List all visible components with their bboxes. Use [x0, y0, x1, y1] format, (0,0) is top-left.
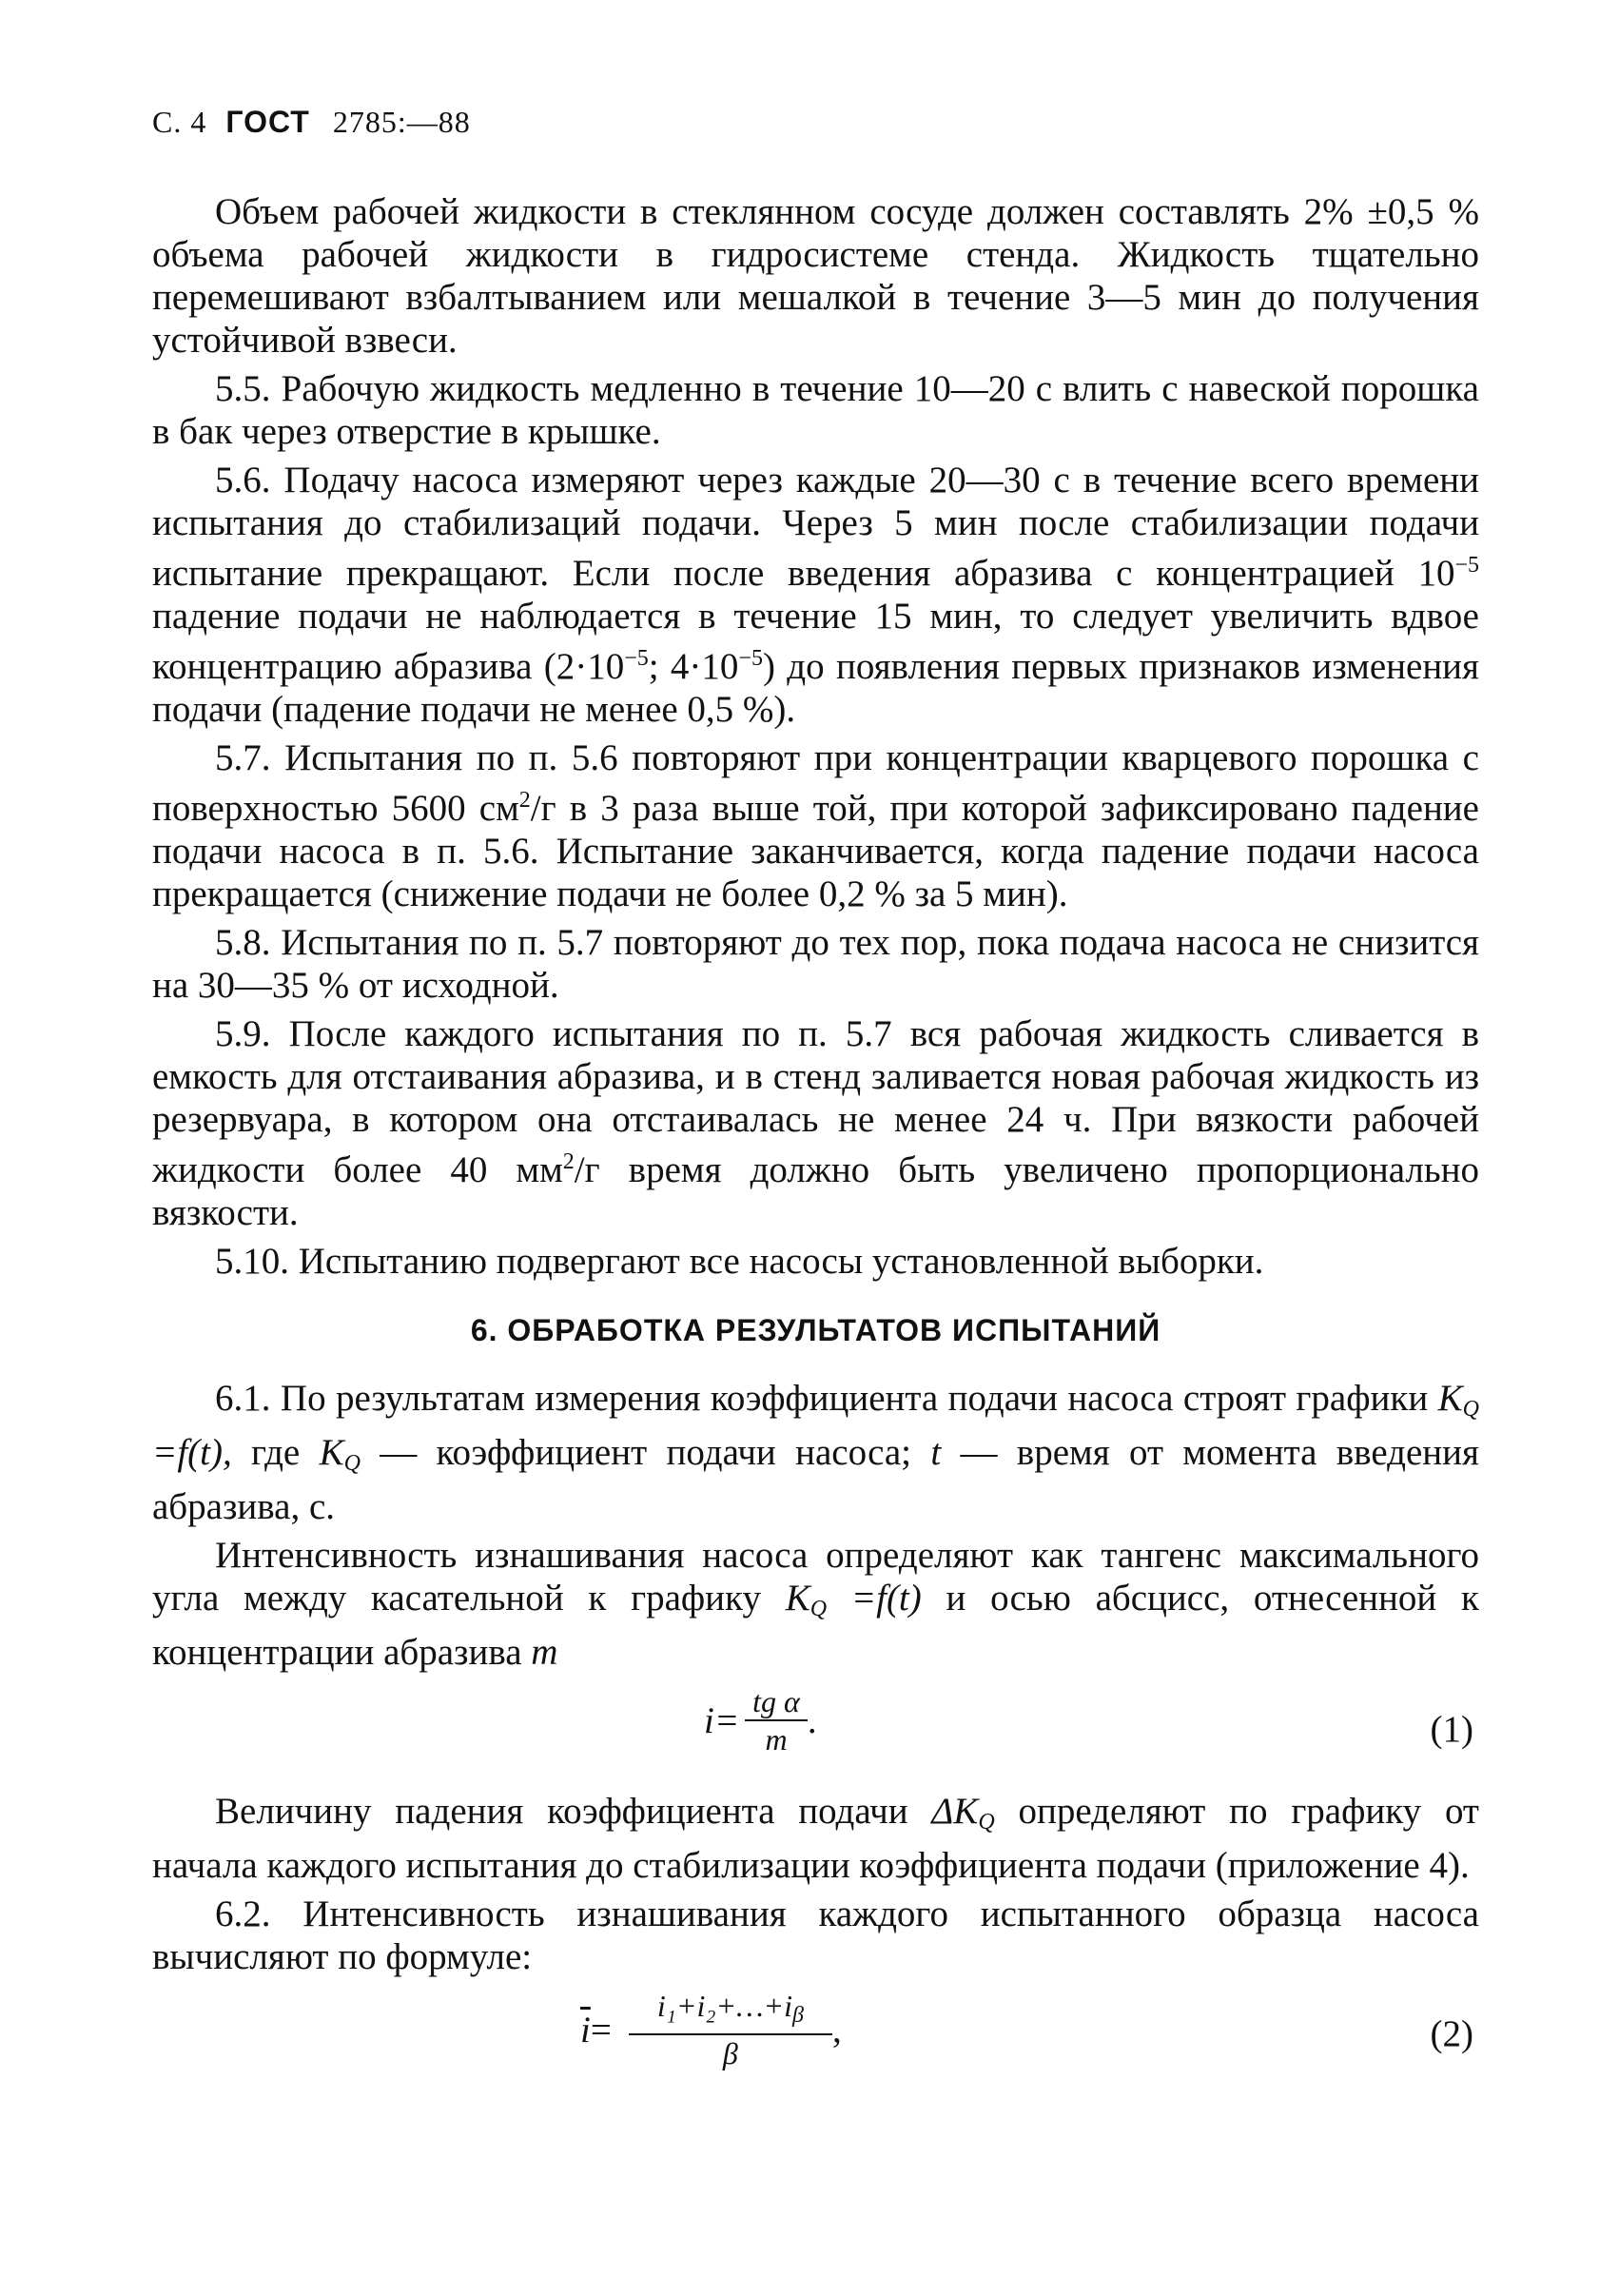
intensity-text-b: и осью абсцисс, отнесенной к концентрации абразива — [152, 1578, 1479, 1673]
p59-text-a: 5.9. После каждого испытания по п. 5.7 вся рабочая жидкость сливается в емкость для отстаивания абразива, и в стенд заливается новая рабочая жидкость из резервуара, в котором она отстаивалась не менее 24 ч. При вязкости рабочей жидкости более 40 мм — [152, 1013, 1479, 1190]
kq-symbol: K — [1437, 1378, 1463, 1419]
kq-symbol: K — [319, 1432, 344, 1473]
formula-2-number: (2) — [1430, 2013, 1473, 2054]
formula-2-lhs: $\overline{i}$ — [580, 2009, 591, 2051]
formula-2-numerator-text: i₁+i₂+…+i — [656, 1989, 792, 2023]
formula-1-numerator: tg α — [745, 1683, 808, 1721]
function-expr: =f(t), — [152, 1432, 232, 1473]
kq-subscript: Q — [1462, 1397, 1479, 1422]
p61-text-c: — коэффициент подачи насоса; — [360, 1432, 931, 1473]
p57-text-b: /г в 3 раза выше той, при которой зафиксировано падение подачи насоса в п. 5.6. Испытание заканчивается, когда падение подачи насоса прекращается (снижение подачи не более 0,2 % за 5 мин). — [152, 788, 1479, 914]
standard-number: 2785:—88 — [332, 105, 471, 139]
p59-text-b: /г время должно быть увеличено пропорционально вязкости. — [152, 1149, 1479, 1233]
exponent: −5 — [624, 646, 649, 671]
p61-text-a: 6.1. По результатам измерения коэффициента подачи насоса строят графики — [215, 1378, 1438, 1419]
formula-1 — [152, 1683, 1479, 1775]
kq-symbol: K — [785, 1578, 810, 1619]
paragraph-5-6 — [152, 459, 1479, 731]
formula-2-equals: = — [590, 2009, 612, 2051]
p57-text-a: 5.7. Испытания по п. 5.6 повторяют при концентрации кварцевого порошка с поверхностью 5600 см — [152, 737, 1479, 829]
kq-subscript: Q — [810, 1597, 828, 1621]
document-body — [152, 190, 1479, 2094]
formula-1-expression — [704, 1683, 817, 1757]
formula-2-comma: , — [831, 2009, 842, 2051]
formula-2-fraction — [629, 1988, 832, 2071]
p61-text-b: где — [231, 1432, 320, 1473]
formula-2-denominator: β — [722, 2036, 738, 2070]
paragraph-6-1 — [152, 1377, 1479, 1528]
p56-text-a: 5.6. Подачу насоса измеряют через каждые 20—30 с в течение всего времени испытания до стабилизаций подачи. Через 5 мин после стабилизации подачи испытание прекращают. Если после введения абразива с концентрацией 10 — [152, 460, 1479, 594]
kq-subscript: Q — [343, 1451, 361, 1476]
formula-2 — [152, 1988, 1479, 2079]
section-heading: 6. ОБРАБОТКА РЕЗУЛЬТАТОВ ИСПЫТАНИЙ — [470, 1313, 1161, 1347]
function-expr: =f(t) — [827, 1578, 922, 1619]
p56-text-c: ; 4·10 — [648, 646, 739, 687]
paragraph-volume: Объем рабочей жидкости в стеклянном сосуде должен составлять 2% ±0,5 % объема рабочей жидкости в гидросистеме стенда. Жидкость тщательно перемешивают взбалтыванием или мешалкой в течение 3—5 мин до получения устойчивой взвеси. — [152, 191, 1479, 361]
drop-text-b: определяют по графику от начала каждого испытания до стабилизации коэффициента подачи (приложение 4). — [152, 1791, 1479, 1886]
kq-subscript: Q — [978, 1810, 995, 1835]
formula-1-denominator: m — [765, 1722, 788, 1756]
drop-text-a: Величину падения коэффициента подачи — [215, 1791, 932, 1832]
delta-kq-symbol: ΔK — [931, 1791, 979, 1832]
exponent: 2 — [518, 788, 531, 813]
paragraph-6-2: 6.2. Интенсивность изнашивания каждого испытанного образца насоса вычисляют по формуле: — [152, 1894, 1479, 1977]
page-number: С. 4 — [152, 105, 207, 139]
t-variable: t — [930, 1432, 942, 1473]
paragraph-5-5: 5.5. Рабочую жидкость медленно в течение 10—20 с влить с навеской порошка в бак через отверстие в крышке. — [152, 368, 1479, 452]
paragraph-5-7 — [152, 736, 1479, 915]
exponent: −5 — [738, 646, 763, 671]
formula-2-numerator — [629, 1988, 832, 2035]
paragraph-5-10: 5.10. Испытанию подвергают все насосы установленной выборки. — [215, 1241, 1264, 1282]
formula-1-lhs: i= — [704, 1699, 740, 1741]
formula-1-number: (1) — [1430, 1709, 1473, 1750]
formula-2-expression — [580, 1988, 842, 2071]
exponent: 2 — [562, 1149, 575, 1174]
p56-text-d: ) до появления первых признаков изменения подачи (падение подачи не менее 0,5 %). — [152, 646, 1479, 730]
exponent: −5 — [1454, 553, 1479, 578]
formula-1-fraction — [745, 1683, 808, 1757]
paragraph-5-9 — [152, 1012, 1479, 1234]
p56-text-b: падение подачи не наблюдается в течение 15 мин, то следует увеличить вдвое концентрацию абразива (2·10 — [152, 596, 1479, 687]
standard-label: ГОСТ — [225, 105, 310, 139]
formula-2-numerator-subscript: β — [792, 2003, 804, 2028]
intensity-text-a: Интенсивность изнашивания насоса определяют как тангенс максимального угла между касательной к графику — [152, 1535, 1479, 1619]
paragraph-5-8: 5.8. Испытания по п. 5.7 повторяют до тех пор, пока подача насоса не снизится на 30—35 % от исходной. — [152, 922, 1479, 1006]
m-variable: m — [531, 1632, 558, 1673]
paragraph-intensity — [152, 1534, 1479, 1674]
paragraph-drop — [152, 1790, 1479, 1887]
formula-1-period: . — [807, 1699, 817, 1741]
running-head — [152, 105, 471, 140]
p61-text-d: — время от момента введения абразива, с. — [152, 1432, 1479, 1527]
